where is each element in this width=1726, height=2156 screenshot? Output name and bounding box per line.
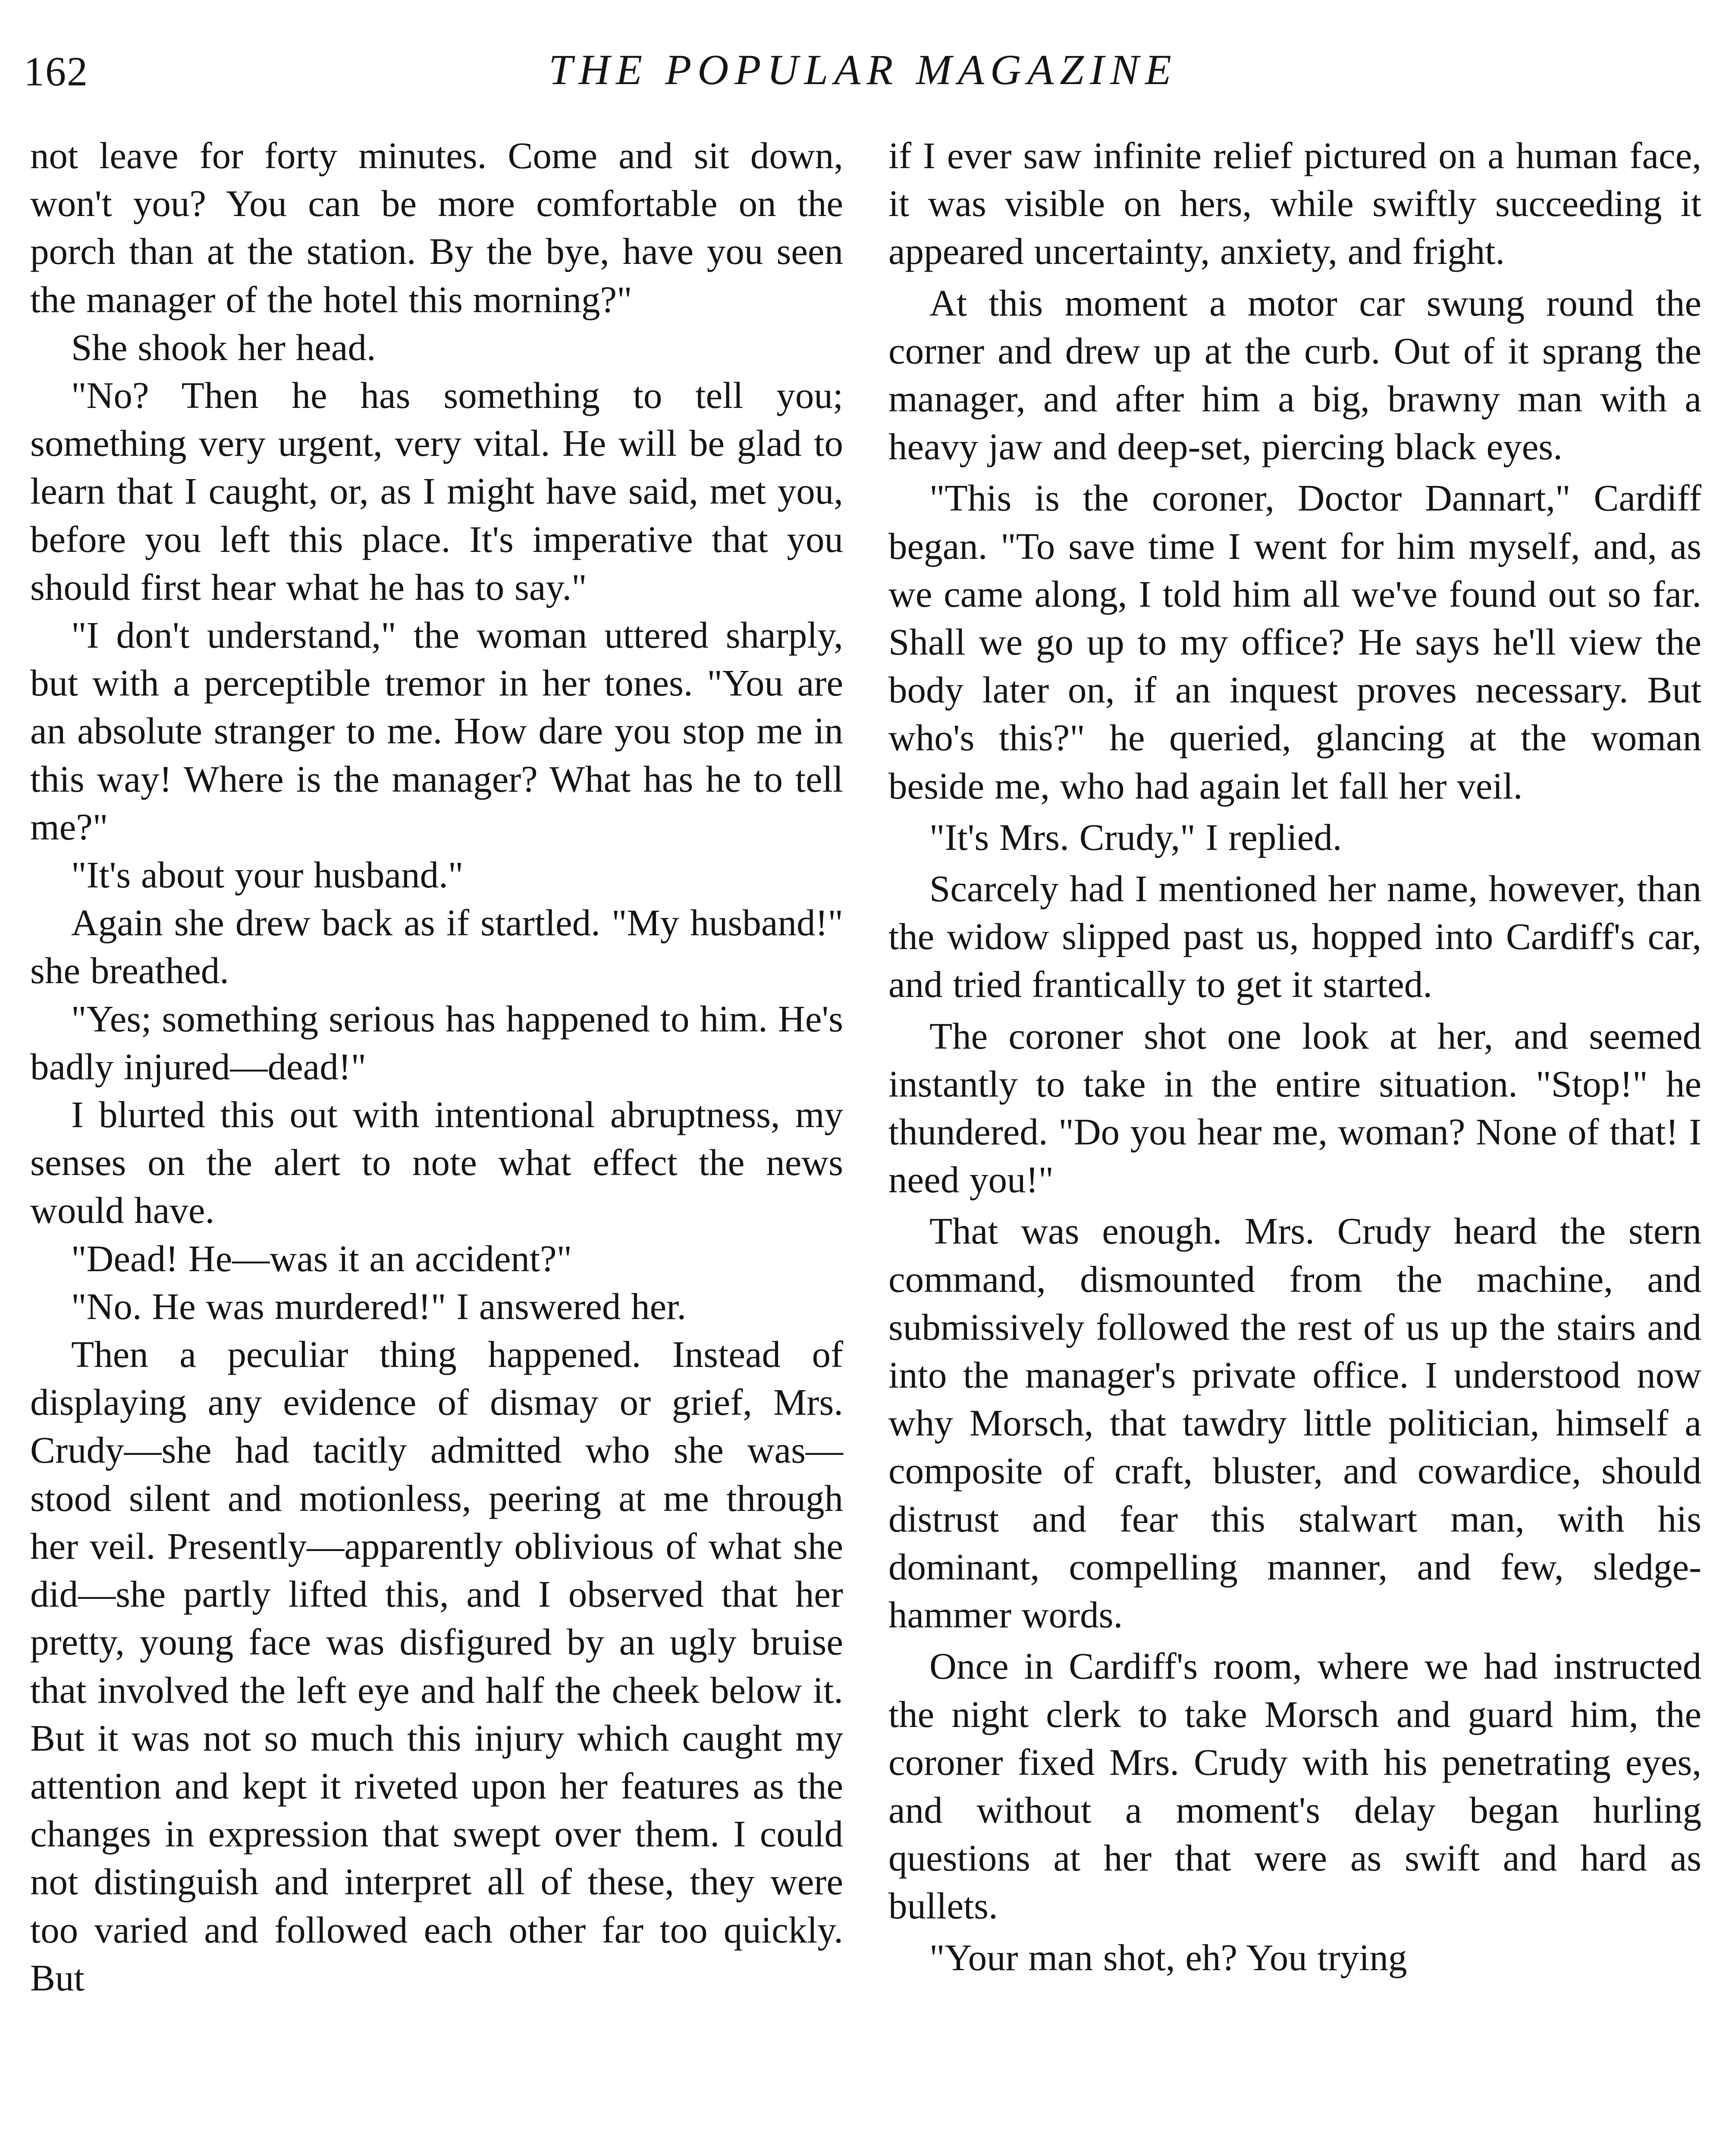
paragraph: "This is the coroner, Doctor Dannart," Cardiff began. "To save time I went for him myself, and, as we came along, I told him all we've found out so far. Shall we go up to my office? He says he'll view the body later on, if an inquest proves necessary. But who's this?" he queried, glancing at the woman beside me, who had again let fall her veil.: [888, 477, 1701, 807]
paragraph: She shook her head.: [71, 326, 376, 368]
paragraph: Scarcely had I mentioned her name, however, than the widow slipped past us, hopped into Cardiff's car, and tried frantically to get it started.: [888, 868, 1701, 1006]
paragraph: Then a peculiar thing happened. Instead of displaying any evidence of dismay or grief, Mrs. Crudy—she had tacitly admitted who she was—stood silent and motionless, peering at me through her veil. Presently—apparently oblivious of what she did—she partly lifted this, and I observed that her pretty, young face was disfigured by an ugly bruise that involved the left eye and half the cheek below it. But it was not so much this injury which caught my attention and kept it riveted upon her features as the changes in expression that swept over them. I could not distinguish and interpret all of these, they were too varied and followed each other far too quickly. But: [30, 1333, 843, 1999]
paragraph: "No? Then he has something to tell you; something very urgent, very vital. He will be glad to learn that I caught, or, as I might have said, met you, before you left this place. It's imperative that you should first hear what he has to say.": [30, 374, 843, 608]
page-header: [0, 47, 1726, 103]
paragraph: Again she drew back as if startled. "My husband!" she breathed.: [30, 902, 843, 992]
paragraph: if I ever saw infinite relief pictured on a human face, it was visible on hers, while swiftly succeeding it appeared uncertainty, anxiety, and fright.: [888, 135, 1701, 273]
paragraph: "Yes; something serious has happened to him. He's badly injured—dead!": [30, 997, 843, 1087]
paragraph: The coroner shot one look at her, and seemed instantly to take in the entire situation. "Stop!" he thundered. "Do you hear me, woman? None of that! I need you!": [888, 1015, 1701, 1201]
right-column: [888, 132, 1701, 1981]
paragraph: not leave for forty minutes. Come and sit down, won't you? You can be more comfortable on the porch than at the station. By the bye, have you seen the manager of the hotel this morning?": [30, 135, 843, 320]
paragraph: "No. He was murdered!" I answered her.: [71, 1285, 687, 1327]
paragraph: "Your man shot, eh? You trying: [929, 1936, 1407, 1978]
paragraph: I blurted this out with intentional abruptness, my senses on the alert to note what effect the news would have.: [30, 1094, 843, 1232]
paragraph: "Dead! He—was it an accident?": [71, 1237, 572, 1279]
paragraph: "It's Mrs. Crudy," I replied.: [929, 816, 1342, 858]
paragraph: "It's about your husband.": [71, 854, 464, 896]
paragraph: Once in Cardiff's room, where we had instructed the night clerk to take Morsch and guard him, the coroner fixed Mrs. Crudy with his penetrating eyes, and without a moment's delay began hurling questions at her that were as swift and hard as bullets.: [888, 1645, 1701, 1927]
paragraph: "I don't understand," the woman uttered sharply, but with a perceptible tremor in her tones. "You are an absolute stranger to me. How dare you stop me in this way! Where is the manager? What has he to tell me?": [30, 614, 843, 848]
running-title: THE POPULAR MAGAZINE: [549, 46, 1177, 94]
left-column: [30, 132, 843, 2002]
page-number: 162: [24, 48, 88, 94]
paragraph: At this moment a motor car swung round the corner and drew up at the curb. Out of it sprang the manager, and after him a big, brawny man with a heavy jaw and deep-set, piercing black eyes.: [888, 282, 1701, 468]
paragraph: That was enough. Mrs. Crudy heard the stern command, dismounted from the machine, and submissively followed the rest of us up the stairs and into the manager's private office. I understood now why Morsch, that tawdry little politician, himself a composite of craft, bluster, and cowardice, should distrust and fear this stalwart man, with his dominant, compelling manner, and few, sledge-hammer words.: [888, 1210, 1701, 1636]
